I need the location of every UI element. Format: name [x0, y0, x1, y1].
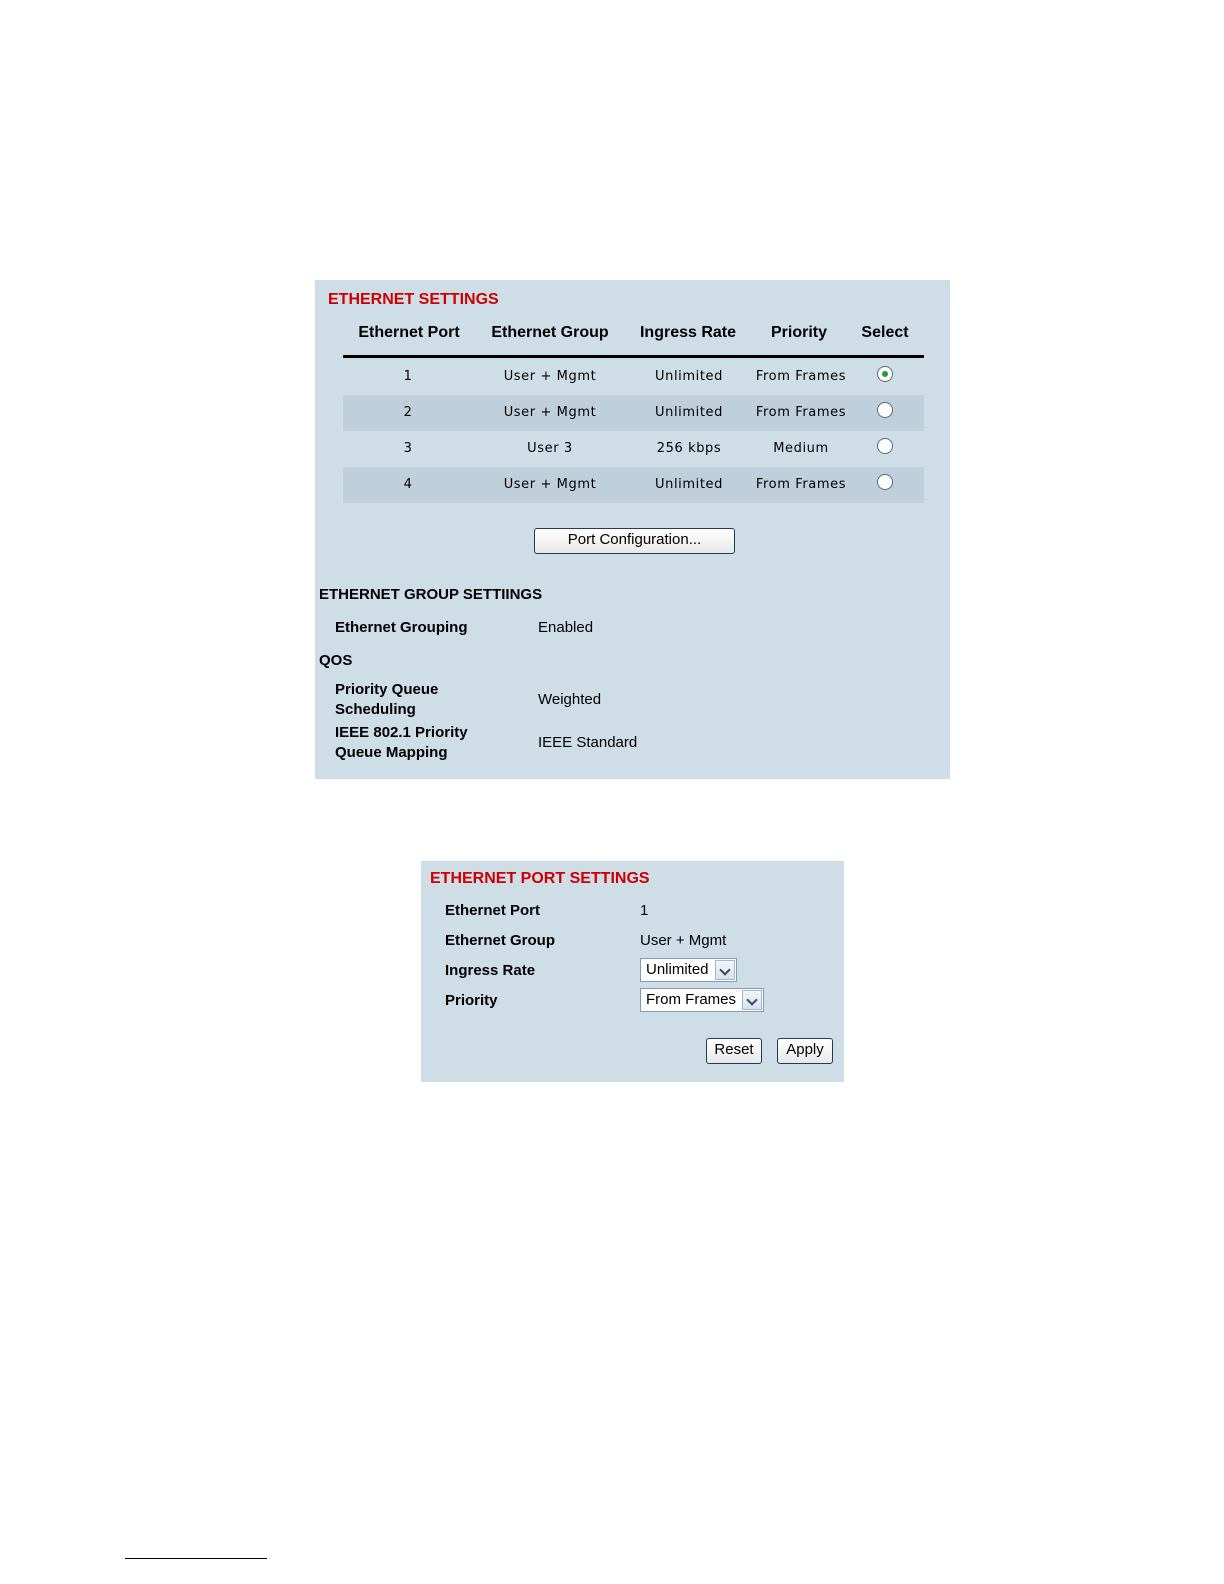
ieee-priority-queue-mapping-value: IEEE Standard	[538, 734, 638, 751]
priority-selected-value: From Frames	[646, 991, 736, 1008]
table-row	[343, 431, 924, 467]
ethernet-group-settings-heading: ETHERNET GROUP SETTIINGS	[319, 586, 543, 603]
ingress-rate-selected-value: Unlimited	[646, 961, 709, 978]
table-header-rule	[343, 355, 924, 358]
cell-port: 1	[403, 369, 413, 384]
cell-ingress: Unlimited	[654, 369, 723, 384]
select-radio-port-1[interactable]	[877, 366, 893, 382]
table-row	[343, 395, 924, 431]
ethernet-port-settings-title: ETHERNET PORT SETTINGS	[430, 870, 650, 887]
reset-button[interactable]: Reset	[706, 1038, 762, 1064]
chevron-down-icon[interactable]	[742, 990, 762, 1010]
column-header-ethernet-port: Ethernet Port	[358, 324, 460, 341]
chevron-down-icon[interactable]	[715, 960, 735, 980]
cell-group: User + Mgmt	[503, 477, 597, 492]
ingress-rate-select[interactable]	[640, 958, 737, 982]
column-header-select: Select	[861, 324, 909, 341]
select-radio-port-3[interactable]	[877, 438, 893, 454]
ethernet-grouping-value: Enabled	[538, 619, 594, 636]
apply-button[interactable]: Apply	[777, 1038, 833, 1064]
cell-group: User + Mgmt	[503, 369, 597, 384]
cell-ingress: 256 kbps	[656, 441, 722, 456]
cell-priority: From Frames	[755, 405, 847, 420]
footnote-rule	[125, 1558, 267, 1559]
ethernet-group-label: Ethernet Group	[445, 932, 556, 949]
cell-group: User + Mgmt	[503, 405, 597, 420]
ethernet-port-settings-panel	[421, 861, 844, 1082]
table-row	[343, 359, 924, 395]
select-radio-port-4[interactable]	[877, 474, 893, 490]
ieee-priority-queue-mapping-label-line-1: IEEE 802.1 Priority	[335, 724, 468, 741]
cell-priority: From Frames	[755, 477, 847, 492]
ieee-priority-queue-mapping-label	[335, 723, 468, 763]
priority-queue-scheduling-value: Weighted	[538, 691, 602, 708]
cell-priority: Medium	[773, 441, 829, 456]
ethernet-group-value: User + Mgmt	[640, 932, 727, 949]
priority-select[interactable]	[640, 988, 764, 1012]
ingress-rate-label: Ingress Rate	[445, 962, 536, 979]
cell-ingress: Unlimited	[654, 477, 723, 492]
cell-port: 3	[403, 441, 413, 456]
cell-port: 2	[403, 405, 413, 420]
column-header-ethernet-group: Ethernet Group	[491, 324, 609, 341]
qos-heading: QOS	[319, 652, 353, 669]
ethernet-port-value: 1	[640, 902, 649, 919]
ieee-priority-queue-mapping-label-line-2: Queue Mapping	[335, 744, 448, 761]
cell-ingress: Unlimited	[654, 405, 723, 420]
select-radio-port-2[interactable]	[877, 402, 893, 418]
ethernet-port-label: Ethernet Port	[445, 902, 541, 919]
port-configuration-button[interactable]: Port Configuration...	[534, 528, 735, 554]
priority-label: Priority	[445, 992, 498, 1009]
table-row	[343, 467, 924, 503]
priority-queue-scheduling-label-line-1: Priority Queue	[335, 681, 439, 698]
ethernet-grouping-label: Ethernet Grouping	[335, 619, 468, 636]
cell-port: 4	[403, 477, 413, 492]
priority-queue-scheduling-label-line-2: Scheduling	[335, 701, 416, 718]
column-header-ingress-rate: Ingress Rate	[639, 324, 737, 341]
column-header-priority: Priority	[770, 324, 827, 341]
cell-group: User 3	[527, 441, 573, 456]
cell-priority: From Frames	[755, 369, 847, 384]
ethernet-settings-panel	[315, 280, 950, 779]
ethernet-settings-title: ETHERNET SETTINGS	[328, 291, 499, 308]
priority-queue-scheduling-label	[335, 680, 438, 720]
